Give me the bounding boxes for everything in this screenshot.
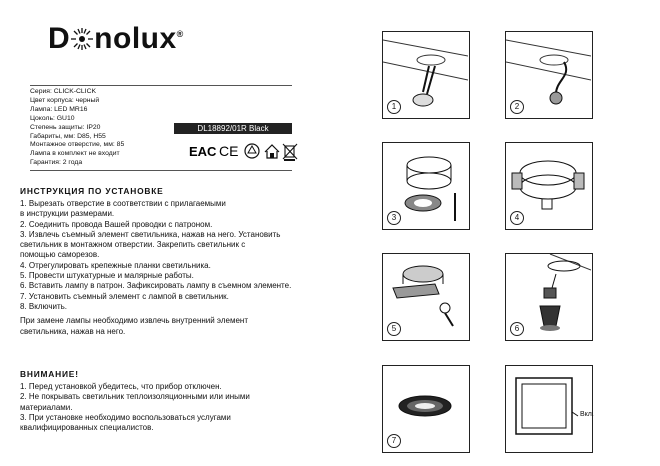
step-6-panel <box>505 253 593 341</box>
step-8-panel <box>505 365 593 453</box>
switch-on-label: Вкл. <box>580 411 594 418</box>
installation-line: 1. Вырезать отверстие в соответствии с прилагаемыми <box>20 199 226 208</box>
step-number: 5 <box>387 322 401 336</box>
eac-mark: EAC <box>189 144 217 159</box>
spec-line: Монтажное отверстие, мм: 85 <box>30 141 125 149</box>
step-number: 3 <box>387 211 401 225</box>
spec-line: Цвет корпуса: черный <box>30 96 100 104</box>
installation-line: 4. Отрегулировать крепежные планки светильника. <box>20 260 211 270</box>
installation-heading: ИНСТРУКЦИЯ ПО УСТАНОВКЕ <box>20 186 164 196</box>
spec-line: Степень защиты: IP20 <box>30 123 101 131</box>
warning-section <box>20 369 250 433</box>
warning-line: 2. Не покрывать светильник теплоизоляционными или иными <box>20 392 250 402</box>
no-bin-icon <box>283 144 297 161</box>
brand-letter-d: D <box>48 22 71 55</box>
sun-icon <box>70 27 94 51</box>
step-3-panel <box>382 142 470 230</box>
brand-logo <box>48 22 184 56</box>
indoor-icon <box>265 145 279 158</box>
warning-line: материалами. <box>20 402 73 412</box>
brand-name: nolux <box>94 22 177 55</box>
installation-steps <box>20 199 291 312</box>
step-number: 4 <box>510 211 524 225</box>
installation-line: 5. Провести штукатурные и малярные работы. <box>20 271 194 281</box>
spec-line: Лампа в комплект не входит <box>30 150 120 158</box>
step-number: 6 <box>510 322 524 336</box>
certification-marks <box>189 140 299 162</box>
step-7-panel <box>382 365 470 453</box>
step-number: 2 <box>510 100 524 114</box>
spec-line: Цоколь: GU10 <box>30 114 75 122</box>
warning-list <box>20 382 250 433</box>
recycle-icon <box>245 144 259 158</box>
spec-line: Лампа: LED MR16 <box>30 105 88 113</box>
spec-line: Габариты, мм: D85, H55 <box>30 132 106 140</box>
step-5-panel <box>382 253 470 341</box>
registered-mark: ® <box>176 29 184 39</box>
model-label: DL18892/01R Black <box>174 123 292 134</box>
step-1-panel <box>382 31 470 119</box>
installation-line: 8. Включить. <box>20 301 68 311</box>
installation-line: 3. Извлечь съемный элемент светильника, нажав на него. Установить <box>20 229 281 239</box>
installation-line: 2. Соединить провода Вашей проводки с патроном. <box>20 219 213 229</box>
ce-mark: CE <box>219 143 239 159</box>
replacement-note <box>20 316 291 337</box>
step-4-panel <box>505 142 593 230</box>
installation-line: в инструкции размерами. <box>20 209 115 219</box>
installation-line: 6. Вставить лампу в патрон. Зафиксировать лампу в съемном элементе. <box>20 281 292 291</box>
step-number: 7 <box>387 434 401 448</box>
note-line: светильника, нажав на него. <box>20 326 126 336</box>
note-line: При замене лампы необходимо извлечь внутренний элемент <box>20 316 248 326</box>
installation-line: 7. Установить съемный элемент с лампой в светильник. <box>20 291 229 301</box>
warning-line: квалифицированных специалистов. <box>20 423 154 433</box>
installation-line: светильник в монтажном отверстии. Закрепить светильник с <box>20 240 246 250</box>
installation-section <box>20 186 291 337</box>
step-2-panel <box>505 31 593 119</box>
spec-line: Серия: CLICK-CLICK <box>30 88 97 95</box>
warning-heading: ВНИМАНИЕ! <box>20 369 79 379</box>
step-number: 1 <box>387 100 401 114</box>
warning-line: 3. При установке необходимо воспользоваться услугами <box>20 412 231 422</box>
warning-line: 1. Перед установкой убедитесь, что прибор отключен. <box>20 382 222 391</box>
light-switch-illustration <box>506 366 591 451</box>
installation-line: помощью саморезов. <box>20 250 100 260</box>
spec-line: Гарантия: 2 года <box>30 159 83 167</box>
